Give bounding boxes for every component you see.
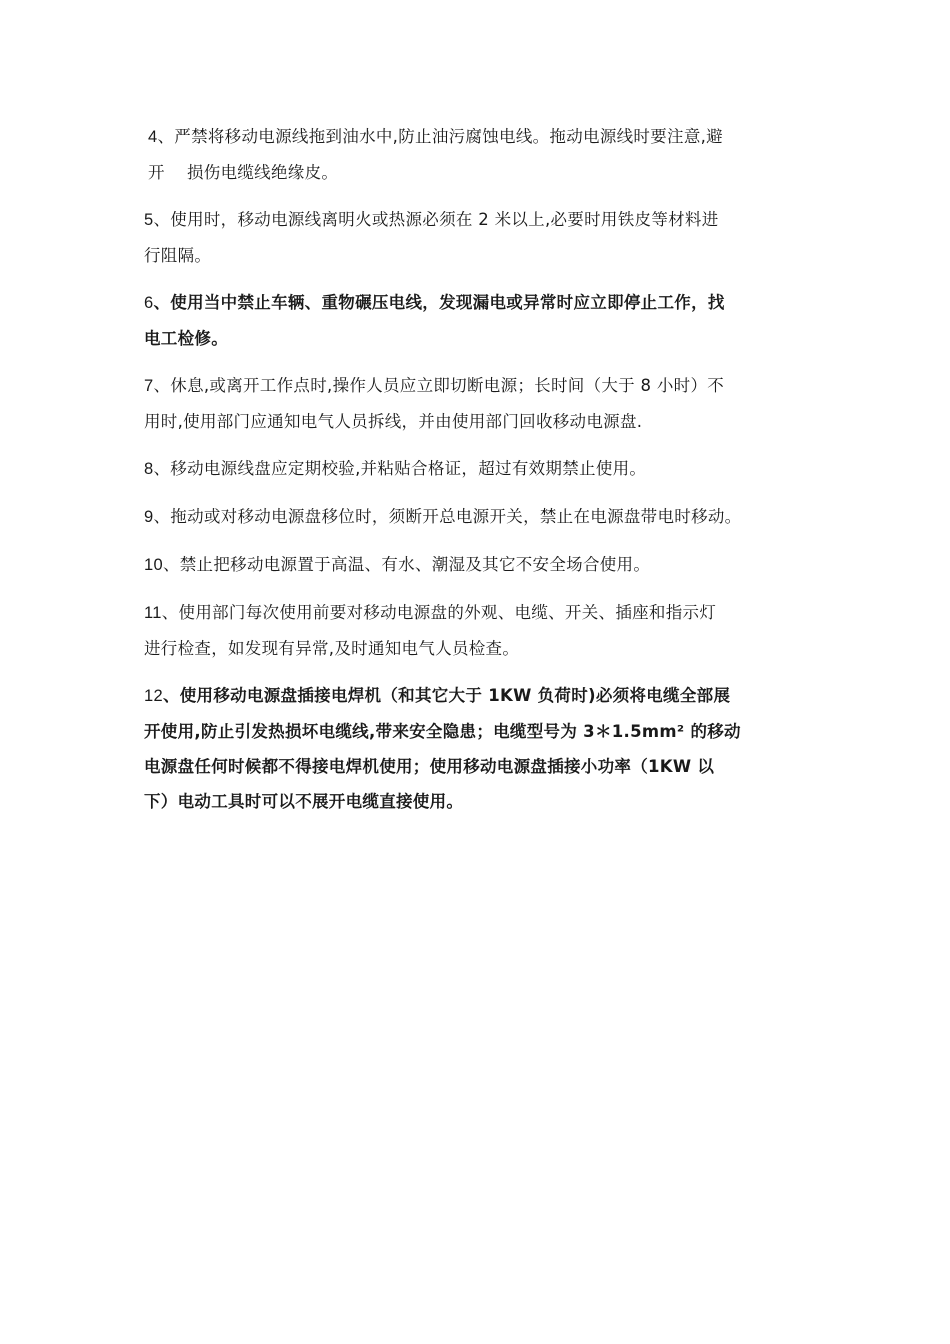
- paragraph-text: 、拖动或对移动电源盘移位时，须断开总电源开关，禁止在电源盘带电时移动。: [153, 507, 742, 526]
- paragraph-item-6: [144, 285, 814, 356]
- item-number: 11: [144, 604, 162, 622]
- item-number: 12: [144, 687, 163, 705]
- paragraph-line: [144, 678, 814, 714]
- paragraph-text: 、严禁将移动电源线拖到油水中,防止油污腐蚀电线。拖动电源线时要注意,避: [157, 127, 723, 146]
- paragraph-line: [144, 451, 814, 487]
- paragraph-line: 下）电动工具时可以不展开电缆直接使用。: [144, 792, 464, 811]
- paragraph-line: 行阻隔。: [144, 246, 212, 265]
- paragraph-line: 电源盘任何时候都不得接电焊机使用；使用移动电源盘插接小功率（1KW 以: [144, 757, 715, 776]
- item-number: 10: [144, 556, 163, 574]
- paragraph-line: [144, 595, 814, 631]
- item-number: 6: [144, 294, 154, 312]
- paragraph-line: 电工检修。: [144, 329, 228, 348]
- item-number: 4: [148, 128, 158, 146]
- paragraph-item-5: [144, 202, 814, 273]
- paragraph-text: 、使用时，移动电源线离明火或热源必须在 2 米以上,必要时用铁皮等材料进: [153, 210, 719, 229]
- paragraph-text: 、休息,或离开工作点时,操作人员应立即切断电源；长时间（大于 8 小时）不: [153, 376, 725, 395]
- paragraph-line: 进行检查，如发现有异常,及时通知电气人员检查。: [144, 639, 520, 658]
- paragraph-line: [148, 119, 814, 155]
- paragraph-item-4: [144, 119, 814, 190]
- paragraph-item-10: [144, 547, 814, 583]
- paragraph-line: 开 损伤电缆线绝缘皮。: [148, 163, 339, 182]
- paragraph-line: 开使用,防止引发热损坏电缆线,带来安全隐患；电缆型号为 3＊1.5mm² 的移动: [144, 722, 741, 741]
- paragraph-text: 、移动电源线盘应定期校验,并粘贴合格证，超过有效期禁止使用。: [153, 459, 647, 478]
- paragraph-line: [144, 285, 814, 321]
- item-number: 5: [144, 211, 154, 229]
- paragraph-line: [144, 368, 814, 404]
- paragraph-item-11: [144, 595, 814, 666]
- document-body: [144, 119, 814, 831]
- item-number: 7: [144, 377, 154, 395]
- paragraph-item-9: [144, 499, 814, 535]
- paragraph-item-8: [144, 451, 814, 487]
- paragraph-item-12: [144, 678, 814, 819]
- paragraph-item-7: [144, 368, 814, 439]
- paragraph-text: 、使用当中禁止车辆、重物碾压电线，发现漏电或异常时应立即停止工作，找: [153, 293, 725, 312]
- item-number: 8: [144, 460, 154, 478]
- paragraph-line: [144, 547, 814, 583]
- paragraph-text: 、使用移动电源盘插接电焊机（和其它大于 1KW 负荷时)必须将电缆全部展: [162, 686, 731, 705]
- paragraph-line: [144, 499, 814, 535]
- item-number: 9: [144, 508, 154, 526]
- paragraph-text: 、禁止把移动电源置于高温、有水、潮湿及其它不安全场合使用。: [162, 555, 651, 574]
- paragraph-line: 用时,使用部门应通知电气人员拆线，并由使用部门回收移动电源盘.: [144, 412, 643, 431]
- paragraph-text: 、使用部门每次使用前要对移动电源盘的外观、电缆、开关、插座和指示灯: [161, 603, 717, 622]
- paragraph-line: [144, 202, 814, 238]
